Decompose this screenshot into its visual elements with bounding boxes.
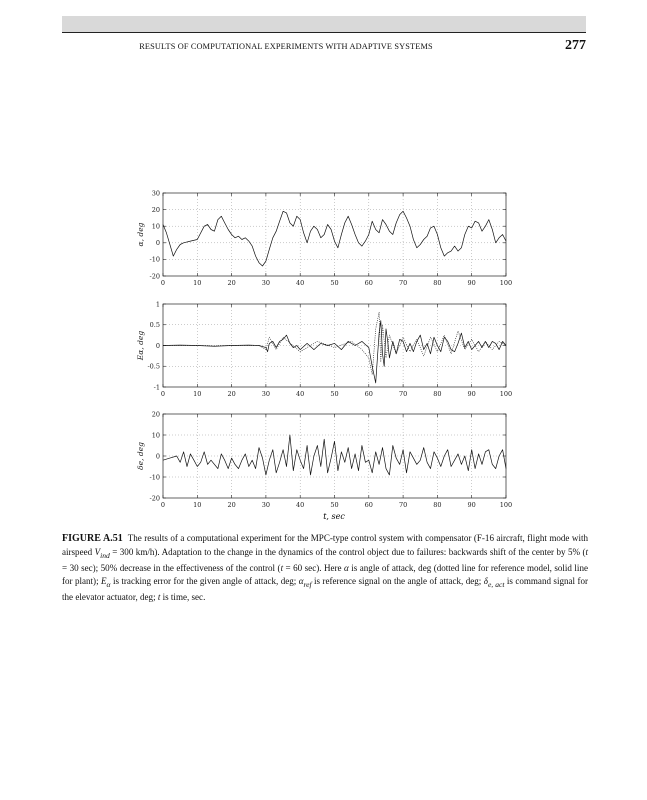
alpha-y-tick-label: 0	[155, 239, 160, 248]
e-alpha-y-tick-label: -1	[153, 383, 160, 392]
e-alpha-x-tick-label: 50	[330, 390, 339, 398]
x-axis-label: t, sec	[323, 512, 345, 521]
caption-alpha-ref: α	[298, 575, 304, 586]
alpha-y-tick-label: 20	[151, 205, 160, 214]
alpha-y-tick-label: 30	[151, 189, 160, 198]
alpha-x-tick-label: 50	[330, 279, 339, 287]
e-alpha-x-tick-label: 0	[160, 390, 166, 398]
caption-v-ind-sub: ind	[100, 550, 110, 560]
alpha-y-tick-label: 10	[151, 222, 160, 231]
delta-e-y-tick-label: 10	[151, 431, 160, 440]
alpha-y-tick-label: -10	[149, 255, 160, 264]
figure-caption	[62, 532, 588, 604]
delta-e-x-tick-label: 60	[364, 501, 373, 509]
alpha-y-tick-label: -20	[149, 272, 160, 281]
page-number: 277	[565, 38, 586, 53]
e-alpha-y-tick-label: 0.5	[149, 321, 160, 330]
delta-e-y-tick-label: 0	[155, 452, 160, 461]
e-alpha-y-tick-label: 1	[155, 300, 160, 309]
caption-t-1: t	[585, 546, 589, 557]
delta-e-y-axis-label: δe, deg	[136, 442, 145, 470]
delta-e-x-tick-label: 0	[160, 501, 166, 509]
delta-e-x-tick-label: 10	[193, 501, 202, 509]
delta-e-x-tick-label: 30	[261, 501, 271, 509]
caption-alpha: α	[344, 562, 349, 573]
figure-label: FIGURE A.51	[62, 533, 123, 544]
delta-e-x-tick-label: 90	[467, 501, 476, 509]
delta-e-x-tick-label: 80	[433, 501, 442, 509]
caption-text-5: is angle of attack, deg (dotted line for reference model, solid line for plant);	[62, 562, 588, 586]
caption-text-1: The results of a computational experiment for the MPC-type control system with compensator (F-16 aircraft, flight mode with airspeed	[62, 533, 588, 557]
alpha-x-tick-label: 100	[499, 279, 513, 287]
delta-e-y-tick-label: -20	[149, 494, 160, 503]
e-alpha-x-tick-label: 100	[499, 390, 513, 398]
caption-delta: δ	[483, 575, 488, 586]
caption-text-4: = 60 sec). Here	[283, 562, 345, 573]
e-alpha-x-tick-label: 40	[296, 390, 305, 398]
caption-text-8: is command signal for the elevator actuator, deg;	[62, 575, 589, 602]
alpha-y-axis-label: α, deg	[136, 222, 145, 247]
delta-e-x-tick-label: 100	[499, 501, 513, 509]
caption-text-9: is time, sec.	[160, 591, 206, 602]
caption-delta-sub: e, act	[487, 579, 505, 589]
alpha-x-tick-label: 0	[160, 279, 166, 287]
delta-e-x-tick-label: 20	[227, 501, 236, 509]
caption-text-6: is tracking error for the given angle of attack, deg;	[110, 575, 299, 586]
delta-e-x-tick-label: 50	[330, 501, 339, 509]
e-alpha-x-tick-label: 70	[398, 390, 408, 398]
e-alpha-x-tick-label: 10	[193, 390, 202, 398]
caption-t-3: t	[157, 591, 161, 602]
e-alpha-x-tick-label: 30	[261, 390, 271, 398]
alpha-x-tick-label: 40	[296, 279, 305, 287]
delta-e-y-tick-label: -10	[149, 473, 160, 482]
alpha-x-tick-label: 80	[433, 279, 442, 287]
alpha-x-tick-label: 30	[261, 279, 271, 287]
e-alpha-x-tick-label: 60	[364, 390, 373, 398]
alpha-x-tick-label: 10	[193, 279, 202, 287]
e-alpha-y-axis-label: Eα, deg	[136, 330, 145, 361]
alpha-x-tick-label: 90	[467, 279, 476, 287]
alpha-x-tick-label: 60	[364, 279, 373, 287]
caption-v-ind: V	[94, 546, 101, 557]
alpha-x-tick-label: 70	[398, 279, 408, 287]
caption-alpha-ref-sub: ref	[303, 579, 312, 589]
running-head: RESULTS OF COMPUTATIONAL EXPERIMENTS WITH ADAPTIVE SYSTEMS	[139, 42, 433, 51]
e-alpha-y-tick-label: -0.5	[147, 362, 160, 371]
e-alpha-x-tick-label: 80	[433, 390, 442, 398]
caption-e-alpha-sub: α	[106, 579, 111, 589]
delta-e-x-tick-label: 40	[296, 501, 305, 509]
e-alpha-x-tick-label: 90	[467, 390, 476, 398]
e-alpha-y-tick-label: 0	[155, 341, 160, 350]
delta-e-x-tick-label: 70	[398, 501, 408, 509]
caption-t-2: t	[280, 562, 284, 573]
delta-e-y-tick-label: 20	[151, 410, 160, 419]
caption-text-3: = 30 sec); 50% decrease in the effectiveness of the control (	[62, 562, 281, 573]
e-alpha-x-tick-label: 20	[227, 390, 236, 398]
alpha-x-tick-label: 20	[227, 279, 236, 287]
caption-text-2: = 300 km/h). Adaptation to the change in the dynamics of the control object due to failures: backwards shift of the center by 5% (	[109, 546, 586, 557]
caption-text-7: is reference signal on the angle of attack, deg;	[311, 575, 484, 586]
caption-e-alpha: E	[101, 575, 107, 586]
